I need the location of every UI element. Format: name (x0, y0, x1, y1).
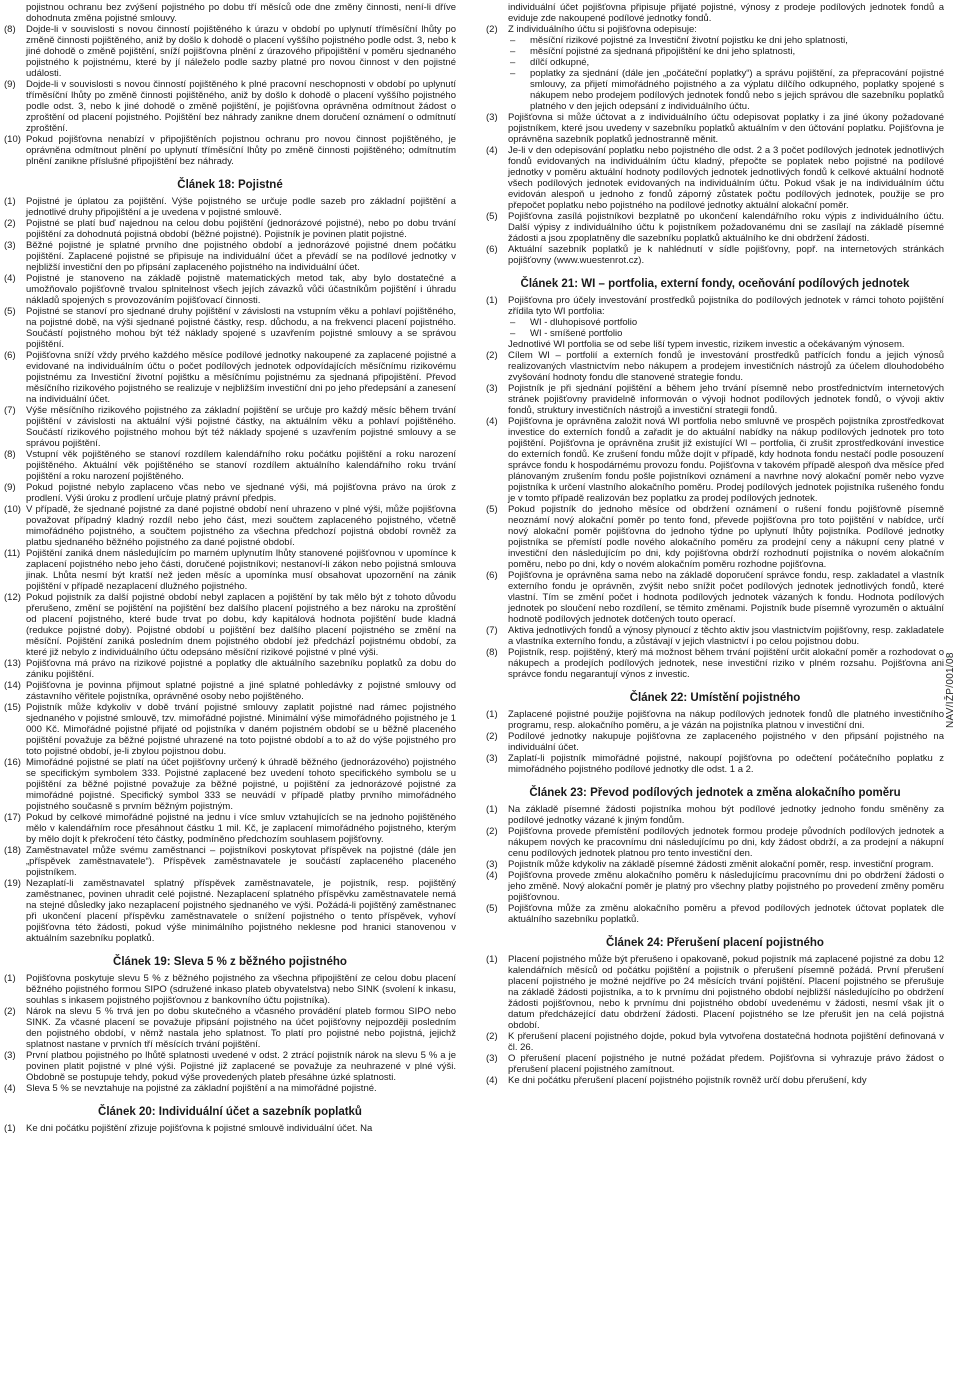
paragraph (4, 449, 456, 482)
bullet-dash: – (510, 46, 516, 57)
paragraph-number: (6) (486, 570, 498, 581)
paragraph-text: Pojišťovna je povinna přijmout splatné pojistné a jiné splatné pohledávky z pojistné smlouvy od zástavního věřitele pojistníka, oprávněné osoby nebo pojištěného. (26, 680, 456, 702)
paragraph-text: Pojišťovna zasílá pojistníkovi bezplatně po ukončení kalendářního roku výpis z individuálního účtu. Další výpisy z individuálního účtu k pojistníkem požadovanému dni se zasílají na základě písemné žádosti a jsou zpoplatněny dle sazebníku poplatků aktuálního ke dni obdržení žádosti. (508, 211, 944, 244)
paragraph (4, 1006, 456, 1050)
paragraph (4, 757, 456, 812)
bullet-item (486, 68, 944, 112)
paragraph (4, 482, 456, 504)
paragraph (486, 1031, 944, 1053)
paragraph-number: (5) (486, 211, 498, 222)
article-heading: Článek 20: Individuální účet a sazebník poplatků (98, 1106, 362, 1118)
paragraph-number: (1) (486, 954, 498, 965)
article-heading: Článek 24: Přerušení placení pojistného (606, 937, 824, 949)
paragraph-text: Sleva 5 % se nevztahuje na pojistné za základní pojištění a na mimořádné pojistné. (26, 1083, 377, 1094)
bullet-item (486, 317, 944, 328)
paragraph-text: Pojišťovna může za změnu alokačního poměru a převod podílových jednotek účtovat poplatek dle aktuálního sazebníku poplatků. (508, 903, 944, 925)
paragraph (486, 24, 944, 35)
paragraph (486, 954, 944, 1031)
paragraph-text: Pojišťovna sníží vždy prvého každého měsíce podílové jednotky nakoupené za zaplacené pojistné a evidované na individuálním účtu o počet podílových jednotek odpovídajících měsíčnímu rizikovému pojistnému za Investiční životní pojištku a měsíčnímu pojistnému za sjednaná připojištění. Převod měsíčního rizikového pojistného se realizuje v nejbližším investiční dni po jeho předepsání a zanesení na individuální účet. (26, 350, 456, 405)
paragraph (486, 416, 944, 504)
paragraph (486, 709, 944, 731)
paragraph-number: (3) (486, 1053, 498, 1064)
paragraph-text: Nezaplatí-li zaměstnavatel splatný příspěvek zaměstnavatele, je pojistník, resp. pojištěný zaměstnanec, povinen uhradit celé pojistné. Nezaplacení splatného příspěvku zaměstnavatele nemá na stejné důsledky jako nezaplacení pojistného sjednaného ve výši. Požádá-li pojištěný zaměstnanec při ukončení placení příspěvku zaměstnavatele o snížení pojistného o tento příspěvek, vyhoví pojišťovna této žádosti, pokud výše minimálního pojistného neklesne pod hranici stanovenou v aktuálním sazebníku poplatků. (26, 878, 456, 944)
paragraph (486, 903, 944, 925)
paragraph-number: (3) (4, 1050, 16, 1061)
paragraph-number: (13) (4, 658, 21, 669)
paragraph-number: (15) (4, 702, 21, 713)
bullet-item (486, 46, 944, 57)
paragraph (4, 2, 456, 24)
paragraph (486, 112, 944, 145)
paragraph (4, 79, 456, 134)
paragraph-text: Ke dni počátku přerušení placení pojistného pojistník rovněž určí dobu přerušení, kdy (508, 1075, 867, 1086)
paragraph (486, 804, 944, 826)
paragraph-number: (8) (4, 449, 16, 460)
paragraph-number: (1) (4, 973, 16, 984)
article-heading: Článek 18: Pojistné (177, 179, 283, 191)
paragraph (4, 878, 456, 944)
bullet-text: WI - smíšené portfolio (530, 328, 623, 339)
paragraph-text: Pojistné je úplatou za pojištění. Výše pojistného se určuje podle sazeb pro základní pojištění a jednotlivé druhy připojištění a je uvedena v pojistné smlouvě. (26, 196, 456, 218)
paragraph (486, 647, 944, 680)
paragraph (486, 1075, 944, 1086)
paragraph-number: (4) (4, 273, 16, 284)
paragraph-number: (6) (4, 350, 16, 361)
paragraph-number: (2) (486, 24, 498, 35)
paragraph-number: (2) (486, 1031, 498, 1042)
paragraph (4, 592, 456, 658)
paragraph-text: Aktiva jednotlivých fondů a výnosy plynoucí z těchto aktiv jsou vlastnictvím pojišťovny, resp. zakladatele a vlastníka externího fondu, a zůstávají v jejich vlastnictví i po celou pojistnou dobu. (508, 625, 944, 647)
paragraph (4, 504, 456, 548)
paragraph (4, 1083, 456, 1094)
paragraph (486, 244, 944, 266)
paragraph-text: Výše měsíčního rizikového pojistného za základní pojištění se určuje pro každý měsíc během trvání pojištění v závislosti na aktuální výši pojistné částky, na aktuálním věku a pohlaví pojištěného. Součástí rizikového pojistného mohou být též náklady spojené s uzavřením pojistné smlouvy a se správou pojištění. (26, 405, 456, 449)
paragraph-number: (2) (486, 826, 498, 837)
paragraph-number: (4) (486, 1075, 498, 1086)
article-heading: Článek 23: Převod podílových jednotek a změna alokačního poměru (529, 787, 901, 799)
paragraph-number: (12) (4, 592, 21, 603)
paragraph-number: (1) (486, 709, 498, 720)
paragraph (486, 570, 944, 625)
paragraph-text: Pojišťovna provede změnu alokačního poměru k následujícímu pracovnímu dni po obdržení žádosti o jeho změně. Nový alokační poměr je platný pro všechny platby pojistného po provedení změny poměru pojišťovnou. (508, 870, 944, 903)
paragraph-number: (5) (4, 306, 16, 317)
paragraph-text: Cílem WI – portfolií a externích fondů je investování prostředků patřících fondu a jejich výnosů realizovaných vlastnictvím nebo nákupem a prodejem investičních nástrojů za účelem dlouhodobého zvyšování hodnoty fondu dle stanovené strategie fondu. (508, 350, 944, 383)
paragraph (486, 145, 944, 211)
paragraph-number: (3) (486, 112, 498, 123)
paragraph-text: Pojišťovna si může účtovat a z individuálního účtu odepisovat poplatky i za jiné úkony požadované pojistníkem, které jsou uvedeny v sazebníku poplatků aktuálním v den účtování poplatku. Pojišťovna je oprávněna sazebník poplatků jednostranně měnit. (508, 112, 944, 145)
paragraph-number: (19) (4, 878, 21, 889)
bullet-text: dílčí odkupné, (530, 57, 590, 68)
paragraph-number: (8) (4, 24, 16, 35)
paragraph-number: (5) (486, 903, 498, 914)
paragraph (486, 826, 944, 859)
paragraph (4, 273, 456, 306)
paragraph-number: (14) (4, 680, 21, 691)
paragraph-text: Pojistné je stanoveno na základě pojistně matematických metod tak, aby bylo dostatečné a umožňovalo pojišťovně trvalou splnitelnost všech jejích závazků vůči účastníkům pojištění i úhradu nákladů spojených s provozováním pojišťovací činnosti. (26, 273, 456, 306)
paragraph-text: Z individuálního účtu si pojišťovna odepisuje: (508, 24, 697, 35)
paragraph-text: Pojišťovna má právo na rizikové pojistné a poplatky dle aktuálního sazebníku poplatků za dobu do zániku pojištění. (26, 658, 456, 680)
paragraph-number: (2) (4, 1006, 16, 1017)
paragraph-number: (4) (486, 870, 498, 881)
paragraph (4, 812, 456, 845)
paragraph-number: (5) (486, 504, 498, 515)
bullet-item (486, 35, 944, 46)
paragraph (486, 731, 944, 753)
paragraph-continuation: Jednotlivé WI portfolia se od sebe liší typem investic, rizikem investic a očekávaným výnosem. (508, 339, 905, 350)
article-heading: Článek 22: Umístění pojistného (629, 692, 801, 704)
paragraph (486, 504, 944, 570)
paragraph (486, 1053, 944, 1075)
paragraph (486, 211, 944, 244)
bullet-text: WI - dluhopisové portfolio (530, 317, 638, 328)
paragraph-text: Pojišťovna provede přemístění podílových jednotek formou prodeje původních podílových jednotek a nákupem nových ke pracovnímu dni následujícímu po dni, kdy žádost obdrží, a za prodejní a nákupní cenu podílových jednotek platnou pro tento investiční den. (508, 826, 944, 859)
paragraph (4, 702, 456, 757)
paragraph-number: (9) (4, 79, 16, 90)
document-code: NAV/IŽP/001/08 (945, 652, 956, 728)
paragraph (486, 870, 944, 903)
paragraph-text: K přerušení placení pojistného dojde, pokud byla vytvořena dostatečná hodnota pojištění definovaná v čl. 26. (508, 1031, 944, 1053)
paragraph-text: Ke dni počátku pojištění zřizuje pojišťovna k pojistné smlouvě individuální účet. Na (26, 1123, 373, 1134)
paragraph-text: Pojištění zaniká dnem následujícím po marném uplynutím lhůty stanovené pojišťovnou v upomínce k zaplacení pojistného nebo jeho části, doručené pojistníkovi; nestanoví-li zákon nebo pojistná smlouva jinak. Lhůta nesmí být kratší než jeden měsíc a upomínka musí obsahovat upozornění na zánik pojištění v případě nezaplacení dlužného pojistného. (26, 548, 456, 592)
paragraph (4, 845, 456, 878)
article-heading: Článek 19: Sleva 5 % z běžného pojistného (113, 956, 347, 968)
bullet-dash: – (510, 57, 516, 68)
paragraph-text: Na základě písemné žádosti pojistníka mohou být podílové jednotky jednoho fondu směněny za podílové jednotky vázané k jiným fondům. (508, 804, 944, 826)
paragraph (4, 1123, 456, 1134)
paragraph-number: (3) (486, 753, 498, 764)
paragraph (486, 295, 944, 317)
bullet-dash: – (510, 68, 516, 79)
paragraph-number: (7) (486, 625, 498, 636)
paragraph-number: (1) (4, 1123, 16, 1134)
paragraph-text: Vstupní věk pojištěného se stanoví rozdílem kalendářního roku počátku pojištění a roku narození pojištěného. Aktuální věk pojištěného se stanoví rozdílem aktuálního kalendářního roku trvání pojištění a roku narození pojištěného. (26, 449, 456, 482)
paragraph-number: (7) (4, 405, 16, 416)
left-column (4, 2, 456, 1134)
paragraph-text: Pokud by celkové mimořádné pojistné na jednu i více smluv vztahujících se na jednoho pojištěného mělo v kalendářním roce přesáhnout částku 1 mil. Kč, je zaplacení mimořádného pojistného, kterým by mělo dojít k překročení této částky, podmíněno předchozím souhlasem pojišťovny. (26, 812, 456, 845)
paragraph-text: Pokud pojistník za další pojistné období nebyl zaplacen a pojištění by tak mělo být z tohoto důvodu přerušeno, změní se pojištění na pojištění bez dalšího placení pojistného a bez nároku na zproštění od placení pojistného, které bude trvat po dobu, kdy kapitálová hodnota pojištění bude kladná (redukce pojistné doby). Pojistné období u pojištění bez dalšího placení pojistného se změní na měsíční. Pojištění zaniká posledním dnem pojistného období jež předcházÍ pojistnému období, za které již nebylo z individuálního účtu odepsáno měsíční rizikové pojistné v plné výši. (26, 592, 456, 658)
paragraph-number: (6) (486, 244, 498, 255)
paragraph-number: (3) (4, 240, 16, 251)
paragraph (486, 350, 944, 383)
paragraph-number: (17) (4, 812, 21, 823)
paragraph (4, 680, 456, 702)
paragraph-text: individuální účet pojišťovna připisuje přijaté pojistné, výnosy z prodeje podílových jednotek fondů a eviduje zde nakoupené podílové jednotky fondů. (508, 2, 944, 24)
paragraph (4, 658, 456, 680)
paragraph-text: Mimořádné pojistné se platí na účet pojišťovny určený k úhradě běžného (jednorázového) pojistného se specifickým symbolem 333. Pojistné zaplacené bez uvedení tohoto specifického symbolu se u pojištění za běžné pojistné považuje za běžné pojistné, u pojištění za jednorázové pojistné za mimořádné pojistné. Specifický symbol 333 se neuvádí v případě platby prvního mimořádného pojistného současně s prvním běžným pojistným. (26, 757, 456, 812)
paragraph (486, 859, 944, 870)
paragraph-number: (1) (4, 196, 16, 207)
paragraph-text: Pojišťovna pro účely investování prostředků pojistníka do podílových jednotek v rámci tohoto pojištění zřídila tyto WI portfolia: (508, 295, 944, 317)
paragraph-number: (10) (4, 504, 21, 515)
paragraph-number: (8) (486, 647, 498, 658)
bullet-dash: – (510, 35, 516, 46)
paragraph-text: Pokud pojišťovna nenabízí v připojištěních pojistnou ochranu pro novou činnost pojištěného, je oprávněna odmítnout plnění po uplynutí tříměsíční lhůty po změně činnosti pojištěného; odmítnutím plnění zanikne příslušné připojištění bez náhrady. (26, 134, 456, 167)
paragraph (486, 383, 944, 416)
paragraph-text: Běžné pojistné je splatné prvního dne pojistného období a jednorázové pojistné dnem počátku pojištění. Zaplacené pojistné se připisuje na individuální účet a převádí se na podílové jednotky v nejbližší investiční den po připsání zaplaceného pojistného na individuální účet. (26, 240, 456, 273)
paragraph-number: (9) (4, 482, 16, 493)
bullet-item (486, 57, 944, 68)
paragraph-number: (10) (4, 134, 21, 145)
paragraph (486, 753, 944, 775)
paragraph-text: Dojde-li v souvislosti s novou činností pojištěného k plné pracovní neschopnosti v období po uplynutí tříměsíční lhůty po změně činnosti pojištěného, aniž by došlo k dohodě o placení vyššího pojistného podle odst. 3, nebo k jiné dohodě o změně pojištění, je pojišťovna oprávněna odmítnout žádost o zproštění od placení pojistného. Pojištění bez náhrady zanikne dnem doručení oznámení o odmítnutí zproštění. (26, 79, 456, 134)
paragraph-number: (2) (486, 350, 498, 361)
paragraph (4, 240, 456, 273)
paragraph (4, 548, 456, 592)
paragraph (486, 2, 944, 24)
paragraph-text: První platbou pojistného po lhůtě splatnosti uvedené v odst. 2 ztrácí pojistník nárok na slevu 5 % a je povinen platit pojistné v plné výši. Pojistné již zaplacené se považuje za neuhrazené v plné výši. Obdobně se postupuje tehdy, pokud výše provedených plateb přesáhne úzké splatnosti. (26, 1050, 456, 1083)
paragraph (486, 625, 944, 647)
paragraph-number: (11) (4, 548, 21, 559)
paragraph-text: Pojistník je při sjednání pojištění a během jeho trvání písemně nebo prostřednictvím internetových stránek pojišťovny pravidelně informován o vývoji hodnot podílových jednotek fondů, o vývoji aktiv fondů, struktury investičních nástrojů a investiční strategii fondů. (508, 383, 944, 416)
paragraph (4, 405, 456, 449)
right-column (486, 2, 944, 1086)
paragraph-text: Pokud pojistník do jednoho měsíce od obdržení oznámení o rušení fondu pojišťovně písemně neoznámí nový alokační poměr po tento fond, převede pojišťovna pro toto pojištění v nabídce, určí nový alokační poměr pojišťovna do jednoho týdne po uplynutí lhůty pojistníka. Podílové jednotky pojistníka se přemístí podle nového alokačního poměru za prodejní ceny a nákupní ceny platné v investiční den následujícím po dni, kdy pojišťovna obdrží rozhodnutí pojistníka o novém alokačním poměru, nebo po dni, kdy o novém alokačním poměru rozhodne pojišťovna. (508, 504, 944, 570)
paragraph (4, 1050, 456, 1083)
article-heading: Článek 21: WI – portfolia, externí fondy, oceňování podílových jednotek (520, 278, 910, 290)
paragraph-number: (1) (486, 804, 498, 815)
bullet-text: měsíční pojistné za sjednaná připojištění ke dni jeho splatnosti, (530, 46, 796, 57)
paragraph-text: Placení pojistného může být přerušeno i opakovaně, pokud pojistník má zaplacené pojistné za dobu 12 kalendářních měsíců od počátku pojištění a pojistník o přerušení písemně požádá. První přerušení placení pojistného je možné nejdříve po 24 měsících trvání pojištění. Placení pojistného se přerušuje na základě žádosti pojistníka, a to k prvnímu dni pojistného období nejbližší následujícího po obdržení žádosti pojišťovnou, nebo k prvnímu dni pojistného období uvedenému v žádosti, nesmí však jít o datum předcházející datu obdržení žádosti. Placení pojistného se lze přerušit jen na celá pojistná období. (508, 954, 944, 1031)
paragraph-text: Zaplacené pojistné použije pojišťovna na nákup podílových jednotek fondů dle platného investičního programu, resp. alokačního poměru, a je vázán na pojistníka platnou v investiční dni. (508, 709, 944, 731)
paragraph (4, 306, 456, 350)
bullet-item (486, 328, 944, 339)
paragraph-number: (1) (486, 295, 498, 306)
paragraph-text: Pojistné se platí buď najednou na celou dobu pojištění (jednorázové pojistné), nebo po dobu trvání pojištění za dohodnutá pojistná období (běžné pojistné). Pojistník je povinen platit pojistné. (26, 218, 456, 240)
paragraph-text: Zaměstnavatel může svému zaměstnanci – pojistníkovi poskytovat příspěvek na pojistné (dále jen „příspěvek zaměstnavatele“). Příspěvek zaměstnavatele je součástí zaplaceného placeného pojistníkem. (26, 845, 456, 878)
paragraph (4, 196, 456, 218)
paragraph-number: (4) (486, 145, 498, 156)
paragraph-number: (3) (486, 383, 498, 394)
paragraph-text: Podílové jednotky nakupuje pojišťovna ze zaplaceného pojistného v den připsání pojistného na individuální účet. (508, 731, 944, 753)
paragraph (4, 218, 456, 240)
paragraph-text: Nárok na slevu 5 % trvá jen po dobu skutečného a včasného provádění plateb formou SIPO nebo SINK. Za včasné placení se považuje připsání pojistného na účet pojišťovny nejpozději posledním den pojistného období, v němž nastala jeho splatnost. To platí pro pojistné nebo pojistná, jejichž splatnost nastane v prvních tří měsících trvání pojištění. (26, 1006, 456, 1050)
paragraph-number: (2) (4, 218, 16, 229)
paragraph-number: (4) (4, 1083, 16, 1094)
paragraph-text: Pojistník může kdykoliv v době trvání pojistné smlouvy zaplatit pojistné nad rámec pojistného sjednaného v pojistné smlouvě, tzv. mimořádné pojistné. Minimální výše mimořádného pojistného je 1 000 Kč. Mimořádné pojistné přijaté od pojistníka v daném pojistném období se u běžně placeného pojištění považuje za běžné pojistné uhrazené na toto pojistné období a to až do výše pojistného pro toto pojistné období, je-li zbylou pojistnou dobu. (26, 702, 456, 757)
paragraph-number: (16) (4, 757, 21, 768)
paragraph-text: O přerušení placení pojistného je nutné požádat předem. Pojišťovna si vyhrazuje právo žádost o přerušení placení pojistného zamítnout. (508, 1053, 944, 1075)
bullet-dash: – (510, 317, 516, 328)
paragraph-text: pojistnou ochranu bez zvýšení pojistného po dobu tří měsíců ode dne změny činnosti, není-li dříve dohodnuta změna pojistné smlouvy. (26, 2, 456, 24)
paragraph-number: (18) (4, 845, 21, 856)
paragraph-text: Pojistné se stanoví pro sjednané druhy pojištění v závislosti na vstupním věku a pohlaví pojištěného, na pojistné době, na výši sjednané pojistné částky, resp. důchodu, a na frekvenci placení pojistného. Součástí pojistného mohou být též náklady spojené s uzavřením pojistné smlouvy a se správou pojištění. (26, 306, 456, 350)
bullet-dash: – (510, 328, 516, 339)
paragraph (4, 350, 456, 405)
paragraph-number: (2) (486, 731, 498, 742)
paragraph-text: Pojišťovna poskytuje slevu 5 % z běžného pojistného za všechna připojištění ze celou dobu placení běžného pojistného formou SIPO (sdružené inkaso plateb obyvatelstva) nebo SINK (svolení k inkasu, souhlas s inkasem pojistného pojišťovnou z bankovního účtu pojistníka). (26, 973, 456, 1006)
paragraph-text: Dojde-li v souvislosti s novou činností pojištěného k úrazu v období po uplynutí tříměsíční lhůty po změně činnosti pojištěného, aniž by došlo k dohodě o placení vyššího pojistného podle odst. 3, nebo k jiné dohodě o změně pojištění, sníží pojišťovna plnění z úrazového připojištění v poměru sjednaného pojistného k pojistnému, které by jí náleželo podle sazby platné pro novou činnost v den pojistné události. (26, 24, 456, 79)
paragraph-text: Pojistník, resp. pojištěný, který má možnost během trvání pojištění určit alokační poměr a rozhodovat o nákupech a prodejích podílových jednotek, nese investiční riziko v plném rozsahu. Pojišťovna ani správce fondu negarantují výnos z investic. (508, 647, 944, 680)
paragraph-text: Aktuální sazebník poplatků je k nahlédnutí v sídle pojišťovny, popř. na internetových stránkách pojišťovny (www.wuestenrot.cz). (508, 244, 944, 266)
paragraph-text: Zaplatí-li pojistník mimořádné pojistné, nakoupí pojišťovna po odečtení počátečního poplatku z mimořádného pojistného podílové jednotky dle odst. 1 a 2. (508, 753, 944, 775)
bullet-text: poplatky za sjednání (dále jen „počáteční poplatky“) a správu pojištění, za přepracování pojistné smlouvy, za přijetí mimořádného pojistného a za výplatu dílčího odkupného, poplatky spojené s nákupem nebo prodejem podílových jednotek fondů nebo s jejich správou dle sazebníku poplatků platného v den jejich odepsání z individuálního účtu. (530, 68, 944, 112)
paragraph-number: (3) (486, 859, 498, 870)
paragraph-text: Pojišťovna je oprávněna založit nová WI portfolia nebo smluvně ve prospěch pojistníka zprostředkovat investice do externích fondů a zařadit je do aktuální nabídky na nákup podílových jednotek pro toto pojištění. Pojišťovna je oprávněna zrušit již existující WI – portfolia, či zrušit zprostředkování investice do externích fondů. Ke zrušení fondu může dojít v případě, kdy hodnota fondu nestačí podle posouzení správce fondu k hospodárnému provozu fondu. Pojišťovna v takovém případě alespoň dva měsíce před plánovaným zrušením fondu pošle pojistníkovi oznámení a navrhne nový alokační poměr nebo vyzve pojistníka k určení vlastního alokačního poměru. Prodej podílových jednotek pojistníka rušeného fondu je v tomto případě realizován bez poplatku za prodej podílových jednotek. (508, 416, 944, 504)
paragraph (4, 973, 456, 1006)
paragraph-text: Pojistník může kdykoliv na základě písemné žádosti změnit alokační poměr, resp. investiční program. (508, 859, 934, 870)
bullet-text: měsíční rizikové pojistné za Investiční životní pojistku ke dni jeho splatnosti, (530, 35, 848, 46)
paragraph-text: Pojišťovna je oprávněna sama nebo na základě doporučení správce fondu, resp. zakladatel a vlastník externího fondu je oprávněn, zvýšit nebo snížit počet podílových jednotek jednotlivých fondů, které vlastní. Tím se změní počet i hodnota podílových jednotek vázaných k fondu. Hodnota podílových jednotek po sloučení nebo rozdílení, se těmito změnami. Pojistník bude písemně vyrozuměn o aktuální hodnotě podílových jednotek dotčených touto operací. (508, 570, 944, 625)
paragraph-text: Je-li v den odepisování poplatku nebo pojistného dle odst. 2 a 3 počet podílových jednotek jednotlivých fondů evidovaných na individuálním účtu kladný, přepočte se poplatek nebo pojistné na podílové jednotky v poměru aktuální hodnoty podílových jednotek jednotlivých fondů k celkové aktuální hodnotě všech podílových jednotek evidovaných na individuálním účtu. Pokud však je na individuálním účtu evidován alespoň u jednoho z fondů záporný zůstatek počtu podílových jednotek, použije se pro přepočet poplatku nebo pojistného na podílové jednotky aktuální alokační poměr. (508, 145, 944, 211)
paragraph (4, 134, 456, 167)
paragraph-number: (4) (486, 416, 498, 427)
paragraph-text: Pokud pojistné nebylo zaplaceno včas nebo ve sjednané výši, má pojišťovna právo na úrok z prodlení. Výši úroku z prodlení určuje platný právní předpis. (26, 482, 456, 504)
paragraph-text: V případě, že sjednané pojistné za dané pojistné období není uhrazeno v plné výši, může pojišťovna považovat případný kladný rozdíl nebo jeho část, mezi součtem zaplaceného pojistného, včetně mimořádného pojistného, a součtem pojistného za všechna předchozí pojistná období rovněž za platbu sjednaného běžného pojistného za dané pojistné období. (26, 504, 456, 548)
paragraph (4, 24, 456, 79)
